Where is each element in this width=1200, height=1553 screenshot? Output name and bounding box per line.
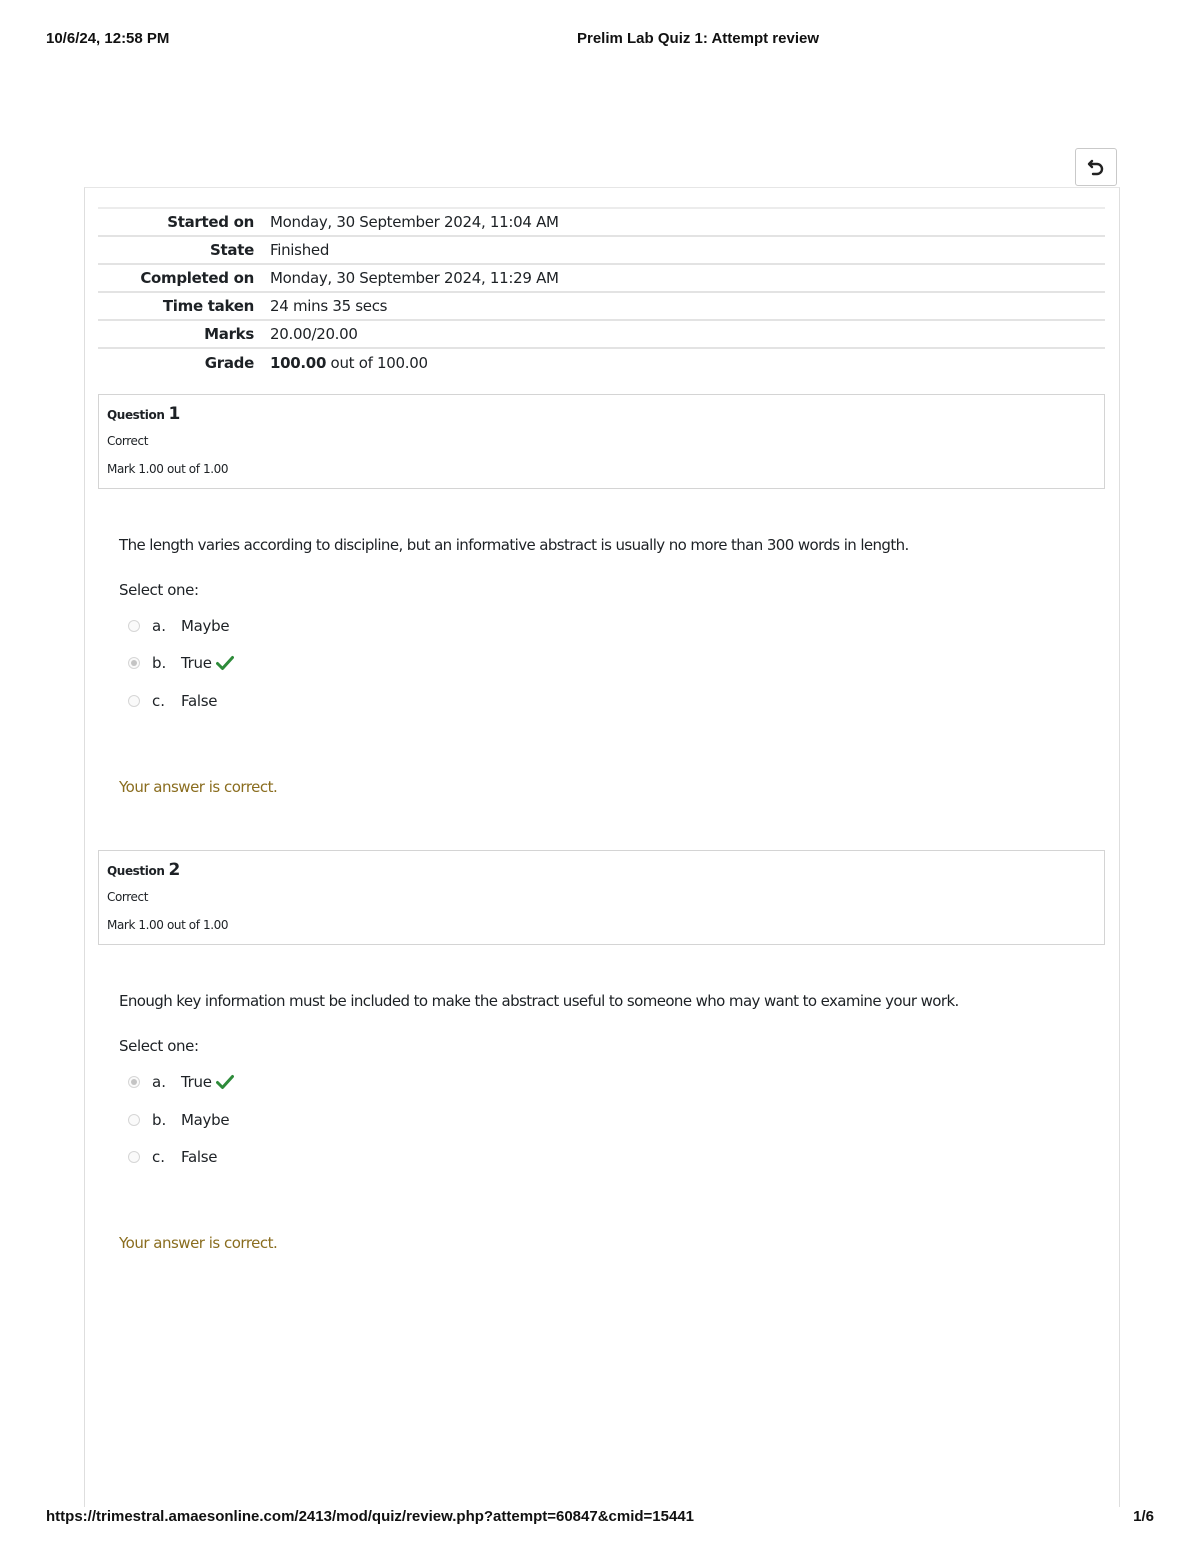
question-text: The length varies according to discipline, but an informative abstract is usually no more than 300 words in length. [119,536,909,554]
answer-feedback: Your answer is correct. [119,778,278,796]
question-info-box [98,850,1105,945]
checkmark-icon [216,655,234,671]
radio-button[interactable] [128,620,140,632]
summary-row [98,264,1105,292]
answer-option[interactable] [128,1071,234,1093]
question-number-value: 1 [168,404,180,424]
question-mark: Mark 1.00 out of 1.00 [107,918,229,932]
print-footer [46,1508,1154,1528]
summary-label: Grade [98,348,270,376]
option-text: Maybe [181,617,230,635]
option-letter: a. [152,617,166,635]
question-number [107,404,180,424]
summary-row [98,236,1105,264]
summary-value: 24 mins 35 secs [270,292,1105,320]
summary-value: 20.00/20.00 [270,320,1105,348]
option-letter: b. [152,1111,167,1129]
summary-row [98,292,1105,320]
question-text: Enough key information must be included to make the abstract useful to someone who may want to examine your work. [119,992,959,1010]
answer-option[interactable] [128,1109,229,1131]
summary-label: Time taken [98,292,270,320]
option-text: Maybe [181,1111,230,1129]
summary-value: Finished [270,236,1105,264]
radio-button[interactable] [128,1114,140,1126]
summary-value: Monday, 30 September 2024, 11:29 AM [270,264,1105,292]
print-url: https://trimestral.amaesonline.com/2413/mod/quiz/review.php?attempt=60847&cmid=15441 [46,1508,695,1525]
option-text: True [181,654,212,672]
radio-button[interactable] [128,695,140,707]
grade-out-of: out of 100.00 [326,353,428,372]
summary-label: Completed on [98,264,270,292]
option-text: False [181,1148,218,1166]
select-one-prompt: Select one: [119,1037,199,1055]
summary-label: Marks [98,320,270,348]
question-state: Correct [107,890,148,904]
checkmark-icon [216,1074,234,1090]
summary-row [98,348,1105,376]
attempt-summary-table [98,207,1105,376]
page-frame [84,187,1120,1507]
question-state: Correct [107,434,148,448]
option-letter: c. [152,1148,166,1166]
answer-option[interactable] [128,690,217,712]
question-number [107,860,180,880]
radio-button-selected[interactable] [128,1076,140,1088]
radio-button-selected[interactable] [128,657,140,669]
question-number-value: 2 [168,860,180,880]
option-letter: a. [152,1073,166,1091]
summary-value: Monday, 30 September 2024, 11:04 AM [270,208,1105,236]
print-datetime: 10/6/24, 12:58 PM [46,30,170,47]
print-page-number: 1/6 [1133,1508,1154,1525]
option-text: True [181,1073,212,1091]
answer-option[interactable] [128,652,234,674]
answer-option[interactable] [128,615,229,637]
option-letter: c. [152,692,166,710]
option-text: False [181,692,218,710]
question-mark: Mark 1.00 out of 1.00 [107,462,229,476]
summary-row [98,320,1105,348]
summary-label: Started on [98,208,270,236]
option-letter: b. [152,654,167,672]
print-header [46,30,1154,50]
question-info-box [98,394,1105,489]
summary-value [270,348,1105,376]
radio-button[interactable] [128,1151,140,1163]
undo-icon [1086,157,1106,177]
print-title: Prelim Lab Quiz 1: Attempt review [577,30,819,47]
grade-value: 100.00 [270,353,327,372]
summary-label: State [98,236,270,264]
select-one-prompt: Select one: [119,581,199,599]
question-label: Question [107,408,165,422]
summary-row [98,208,1105,236]
question-label: Question [107,864,165,878]
answer-feedback: Your answer is correct. [119,1234,278,1252]
answer-option[interactable] [128,1146,217,1168]
navigation-toggle-button[interactable] [1075,148,1117,186]
